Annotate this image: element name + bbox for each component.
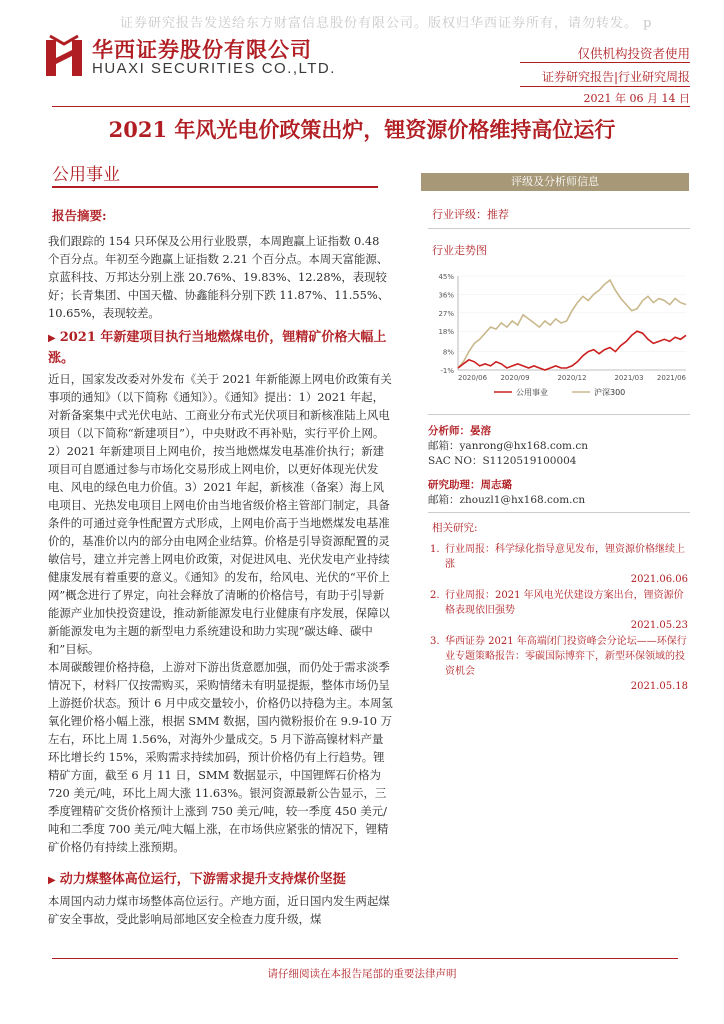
- y-tick-label: 45%: [438, 273, 454, 281]
- related-report-date: 2021.06.06: [630, 574, 688, 585]
- section1-paragraph-1: 近日，国家发改委对外发布《关于 2021 年新能源上网电价政策有关事项的通知》（以下简称《通知》）。《通知》提出：1）2021 年起，对新备案集中式光伏电站、工商业分布式光伏项目和新核准陆上风电项目（以下简称“新建项目”），中央财政不再补贴，实行平价上网。2）2021 年新建项目上网电价，按当地燃煤发电基准价执行；新建项目可自愿通过参与市场化交易形成上网电价，以更好体现光伏发电、风电的绿色电力价值。3）2021 年起，新核准（备案）海上风电项目、光热发电项目上网电价由当地省级价格主管部门制定，具备条件的可通过竞争性配置方式形成，上网电价高于当地燃煤发电基准价的，基准价以内的部分由电网企业结算。价格是引导资源配置的灵敏信号，建立并完善上网电价政策，对促进风电、光伏发电产业持续健康发展有着重要的意义。《通知》的发布，给风电、光伏的“平价上网”概念进行了界定，向社会释放了清晰的价格信号，有助于引导新能源产业加快投资建设，推动新能源发电行业健康有序发展，保障以新能源发电为主题的新型电力系统建设和助力实现“碳达峰、碳中和”目标。: [48, 372, 392, 656]
- legend-label-csi300: 沪深300: [594, 388, 626, 397]
- related-report-number: 2.: [430, 590, 440, 601]
- related-report-date: 2021.05.18: [630, 681, 688, 692]
- assistant-block: [428, 478, 585, 508]
- industry-rating: 行业评级：推荐: [432, 208, 509, 221]
- huaxi-logo-icon: [44, 34, 84, 78]
- page-title: 2021 年风光电价政策出炉，锂资源价格维持高位运行: [108, 117, 616, 142]
- related-report-date: 2021.05.23: [630, 620, 688, 631]
- related-report-item[interactable]: [428, 588, 692, 633]
- assistant-name: 周志璐: [480, 479, 512, 491]
- series-line-沪深300: [458, 280, 686, 368]
- analyst-label: 分析师：: [428, 425, 470, 437]
- y-tick-label: 8%: [442, 348, 454, 357]
- analyst-block: [428, 424, 588, 469]
- related-report-title[interactable]: 行业周报：2021 年风电光伏建设方案出台，锂资源价格表现依旧强势: [445, 590, 684, 616]
- related-report-item[interactable]: [428, 634, 692, 694]
- section2-heading-text: 动力煤整体高位运行，下游需求提升支持煤价坚挺: [59, 872, 346, 887]
- analyst-email-label: 邮箱：: [428, 440, 460, 452]
- x-tick-label: 2021/03: [614, 374, 644, 382]
- related-research-label: 相关研究:: [432, 522, 478, 534]
- sac-label: SAC NO：: [428, 455, 483, 467]
- sector-label: 公用事业: [52, 165, 120, 185]
- sector-rule: [52, 186, 378, 188]
- section1-paragraph-2: 本周碳酸锂价格持稳，上游对下游出货意愿加强，而仍处于需求淡季情况下，材料厂仅按需购买，采购情绪未有明显提振，整体市场仍呈上游挺价状态。预计 6 月中成交量较小，价格仍以持稳为主。本周氢氧化锂价格小幅上涨，根据 SMM 数据，国内微粉报价在 9.9-10 万左右，环比上周 1.56%，对海外少量成交。5 月下游高镍材料产量环比增长约 15%，采购需求持续加码，预计价格仍有上行趋势。锂精矿方面，截至 6 月 11 日，SMM 数据显示，中国锂辉石价格为 720 美元/吨，环比上周大涨 11.63%。银河资源最新公告显示，三季度锂精矿交货价格预计上涨到 750 美元/吨，较一季度 450 美元/吨和二季度 700 美元/吨大幅上涨，在市场供应紧张的情况下，锂精矿价格仍有持续上涨预期。: [48, 660, 393, 854]
- report-date: 2021 年 06 月 14 日: [583, 92, 690, 105]
- x-tick-label: 2020/06: [458, 374, 488, 382]
- section1-body: [48, 370, 394, 856]
- y-tick-label: -1%: [440, 367, 454, 375]
- trend-chart-label: 行业走势图: [432, 244, 487, 257]
- intro-paragraph: 我们跟踪的 154 只环保及公用行业股票，本周跑赢上证指数 0.48 个百分点。年初至今跑赢上证指数 2.21 个百分点。本周天富能源、京蓝科技、万邦达分别上涨 20.76%、19.83%、12.28%，表现较好；长青集团、中国天楹、协鑫能科分别下跌 11.87%、11.55%、10.65%，表现较差。: [48, 234, 390, 320]
- audience-note: 仅供机构投资者使用: [577, 46, 690, 61]
- sidebar-divider-3: [428, 512, 690, 513]
- trend-chart: [424, 270, 694, 400]
- related-report-item[interactable]: [428, 542, 692, 587]
- triangle-bullet-icon: ▶: [48, 875, 56, 886]
- related-report-number: 1.: [430, 544, 440, 555]
- related-reports-list: [428, 542, 692, 695]
- assistant-email-label: 邮箱：: [428, 494, 460, 506]
- x-tick-label: 2020/12: [557, 374, 587, 382]
- y-tick-label: 18%: [438, 328, 454, 337]
- triangle-bullet-icon: ▶: [48, 333, 56, 344]
- related-report-title[interactable]: 行业周报：科学绿化指导意见发布，锂资源价格继续上涨: [445, 544, 685, 570]
- analyst-name: 晏溶: [470, 425, 491, 437]
- section2-body: [48, 892, 394, 928]
- brand-name-cn: 华西证券股份有限公司: [92, 38, 312, 62]
- section1-heading-text: 2021 年新建项目执行当地燃煤电价，锂精矿价格大幅上涨。: [48, 330, 387, 366]
- summary-intro: [48, 232, 394, 322]
- y-tick-label: 36%: [438, 291, 454, 300]
- y-tick-label: 27%: [438, 309, 454, 318]
- sac-number: S1120519100004: [482, 455, 577, 467]
- series-line-公用事业: [458, 331, 686, 370]
- section1-heading: [48, 328, 394, 369]
- assistant-email[interactable]: zhouzl1@hx168.com.cn: [459, 494, 586, 506]
- header-rule-3: [52, 106, 690, 107]
- related-report-title[interactable]: 华西证券 2021 年高端闭门投资峰会分论坛——环保行业专题策略报告：零碳国际博弈下，新型环保领域的投资机会: [445, 636, 687, 677]
- summary-label: 报告摘要:: [52, 208, 107, 223]
- legal-notice: 请仔细阅读在本报告尾部的重要法律声明: [267, 968, 457, 980]
- footer-rule: [52, 958, 678, 959]
- watermark: 证券研究报告发送给东方财富信息股份有限公司。版权归华西证券所有，请勿转发。 p: [120, 16, 653, 31]
- sidebar-divider-1: [428, 228, 690, 229]
- header-rule-1: [520, 62, 690, 63]
- sidebar-header: 评级及分析师信息: [421, 173, 689, 191]
- header-rule-2: [520, 86, 690, 87]
- sidebar-divider-2: [428, 414, 690, 415]
- x-tick-label: 2021/06: [656, 374, 686, 382]
- legend-label-utilities: 公用事业: [516, 388, 548, 397]
- section2-paragraph-1: 本周国内动力煤市场整体高位运行。产地方面，近日国内发生两起煤矿安全事故，受此影响局部地区安全检查力度升级，煤: [48, 894, 390, 926]
- report-type: 证券研究报告|行业研究周报: [541, 70, 690, 84]
- x-tick-label: 2020/09: [500, 374, 530, 382]
- brand-name-en: HUAXI SECURITIES CO.,LTD.: [92, 60, 336, 77]
- analyst-email[interactable]: yanrong@hx168.com.cn: [459, 440, 588, 452]
- assistant-label: 研究助理：: [428, 479, 481, 491]
- related-report-number: 3.: [430, 636, 440, 647]
- section2-heading: [48, 870, 394, 891]
